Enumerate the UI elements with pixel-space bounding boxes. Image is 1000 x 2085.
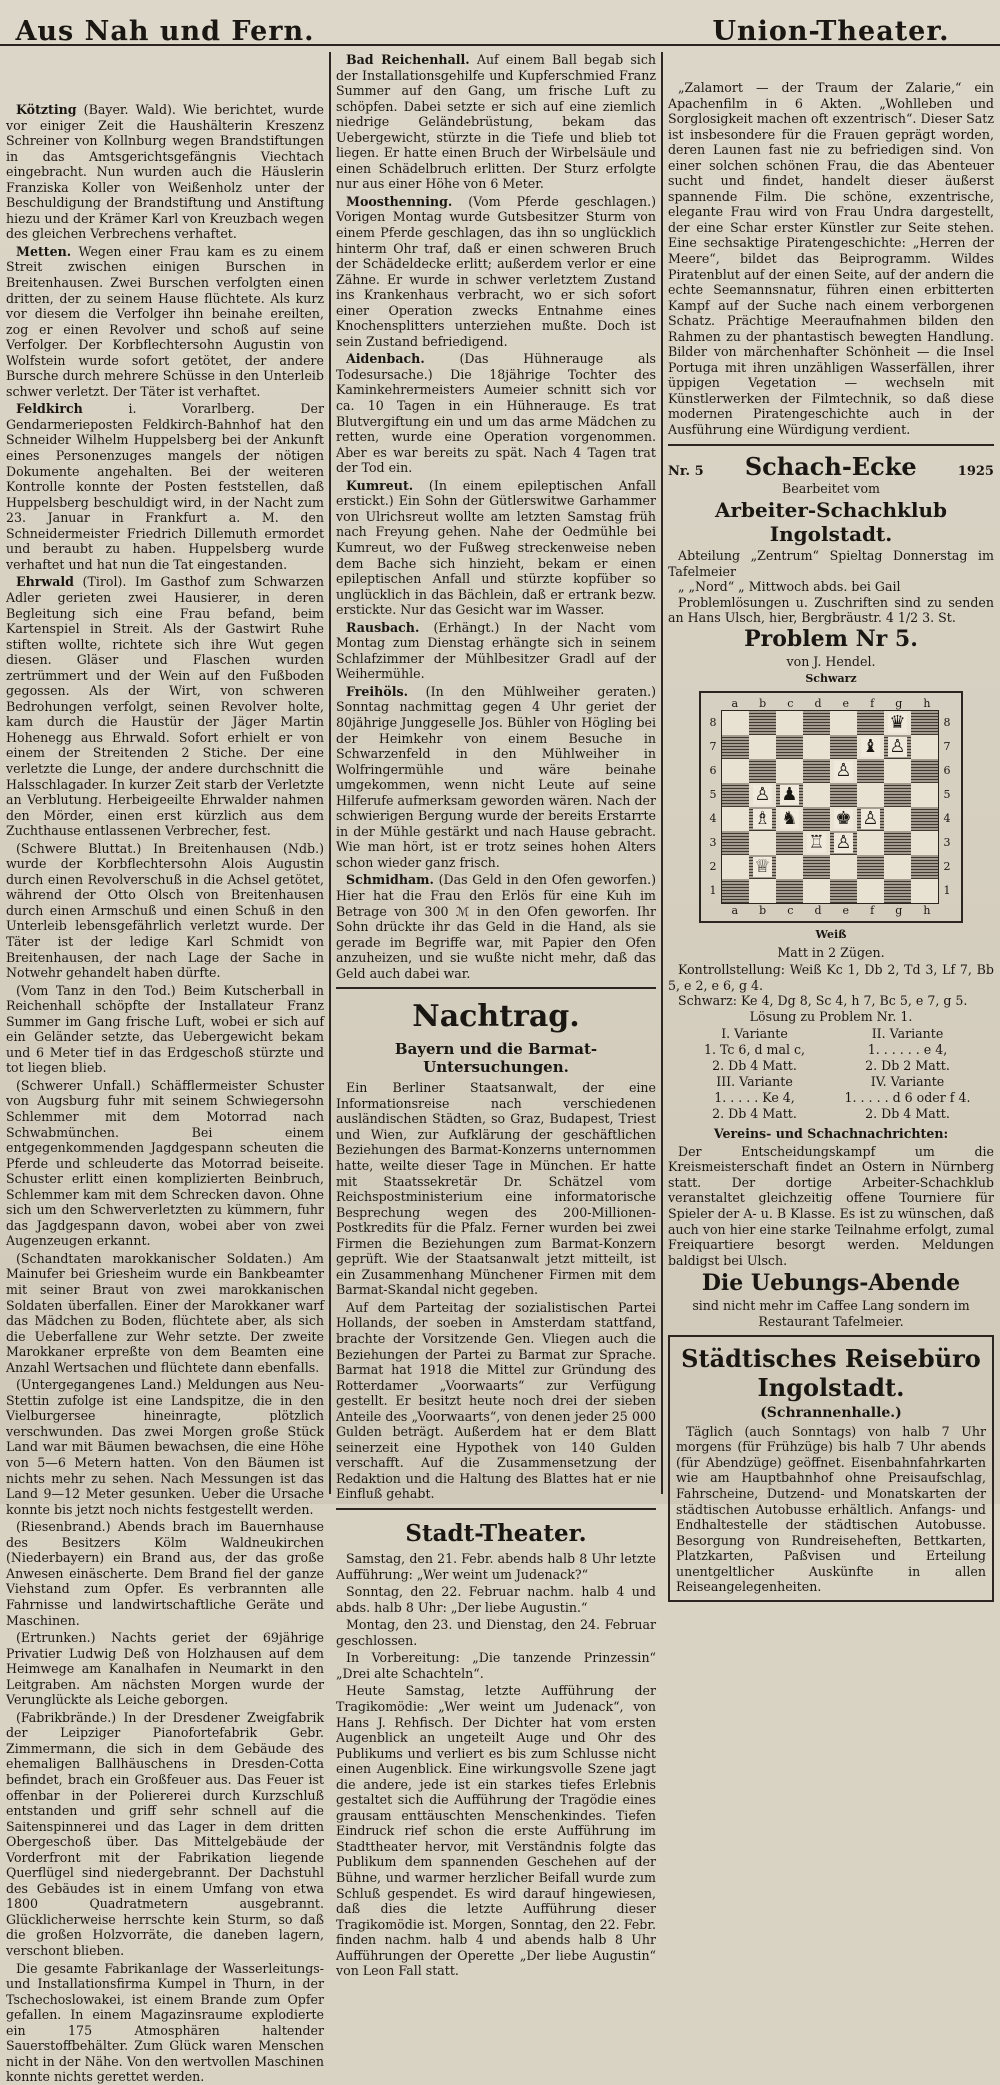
article-place: Metten. xyxy=(16,243,72,259)
article-text: (In den Mühlweiher geraten.) Sonntag nachmittag gegen 4 Uhr geriet der 80jährige Junggeselle Jos. Bühler von Högling bei der Heimkehr von einem Besuche in Schwarzenfeld in den Mühlweiher in Wolfringermühle und wäre beinahe umgekommen, wenn nicht Leute auf seine Hilferufe aufmerksam geworden wären. Nach der schwierigen Bergung wurde der bereits Erstarrte in der Mühle gestärkt und nach Hause gebracht. Wie man hört, ist er trotz seines hohen Alters schon wieder ganz frisch. xyxy=(336,683,656,870)
chess-year: 1925 xyxy=(957,463,994,479)
chess-variant-line: II. Variante xyxy=(871,1026,944,1042)
column-rule-2 xyxy=(661,52,663,1494)
article-paragraph xyxy=(6,1377,324,1517)
chess-square xyxy=(803,807,830,831)
chess-square xyxy=(830,783,857,807)
chess-piece-icon: ♙ xyxy=(754,783,771,805)
chess-square xyxy=(884,759,911,783)
union-theater-box xyxy=(668,80,994,438)
chess-rank-label: 5 xyxy=(709,787,717,801)
chess-ranks-left xyxy=(705,711,721,903)
article-paragraph xyxy=(6,841,324,981)
chess-control-black: Schwarz: Ke 4, Dg 8, Sc 4, h 7, Bc 5, e 7, g 5. xyxy=(678,993,968,1009)
chess-piece-icon: ♙ xyxy=(835,759,852,781)
chess-file-label: c xyxy=(787,696,794,710)
chess-line-1: Abteilung „Zentrum“ Spieltag Donnerstag im Tafelmeier xyxy=(668,548,994,579)
article-place: Ehrwald xyxy=(16,574,74,590)
chess-rank-label: 8 xyxy=(709,715,717,729)
article-paragraph xyxy=(6,244,324,399)
chess-square xyxy=(830,711,857,735)
stadt-theater-paragraph: Samstag, den 21. Febr. abends halb 8 Uhr letzte Aufführung: „Wer weint um Judenack?“ xyxy=(336,1551,656,1582)
chess-square xyxy=(857,879,884,903)
chess-rank-label: 1 xyxy=(709,883,717,897)
chess-square xyxy=(884,711,911,735)
article-text: i. Vorarlberg. Der Gendarmerieposten Feldkirch-Bahnhof hat den Schneider Wilhelm Huppelsberg bei der Ankunft eines Personenzuges mangels der nötigen Dokumente angehalten. Bei der weiteren Kontrolle konnte der Posten feststellen, daß Huppelsberg beschuldigt wird, in der Nacht zum 23. Januar in Frankfurt a. M. den Schneidermeister Friedrich Dillemuth ermordet und beraubt zu haben. Huppelsberg wurde verhaftet und hat nun die Tat eingestanden. xyxy=(6,401,324,572)
chess-square xyxy=(749,831,776,855)
chess-issue-number: Nr. 5 xyxy=(668,463,704,479)
chess-file-label: d xyxy=(814,903,822,917)
stadt-theater-paragraph: Sonntag, den 22. Februar nachm. halb 4 und abds. halb 8 Uhr: „Der liebe Augustin.“ xyxy=(336,1584,656,1615)
chess-square xyxy=(749,879,776,903)
chess-header xyxy=(668,452,994,481)
union-theater-text: „Zalamort — der Traum der Zalarie,“ ein Apachenfilm in 6 Akten. „Wohlleben und Sorglosigkeit machen oft exzentrisch“. Dieser Satz ist insbesondere für die Frauen geprägt worden, deren Launen fast nie zu befriedigen sind. Von einer solchen schönen Frau, die das Abenteuer sucht und findet, handelt dieser äußerst spannende Film. Die schöne, exzentrische, elegante Frau wird von Frau Undra dargestellt, der eine Schar erster Künstler zur Seite stehen. Eine sechsaktige Piratengeschichte: „Herren der Meere“, bildet das Beiprogramm. Wildes Piratenblut auf der einen Seite, auf der andern die echte Seemannsnatur, führen einen erbitterten Kampf auf der Suche nach einem verborgenen Schatz. Prächtige Meeraufnahmen bilden den Rahmen zu der phantastisch bewegten Handlung. Bilder von märchenhafter Schönheit — die Insel Portuga mit ihren unzähligen Wasserfällen, ihrer üppigen Vegetation — wechseln mit Künstlerwerken der Filmtechnik, so daß diese modernen Piratengeschichte auch in der Ausführung eine Würdigung verdient. xyxy=(668,80,994,438)
chess-square xyxy=(911,711,938,735)
chess-club: Arbeiter-Schachklub Ingolstadt. xyxy=(715,498,947,547)
article-paragraph xyxy=(336,351,656,475)
chess-board-body xyxy=(705,710,957,904)
chess-file-label: f xyxy=(870,903,875,917)
chess-square xyxy=(749,735,776,759)
chess-white-label: Weiß xyxy=(815,927,847,941)
stadt-theater-title: Stadt-Theater. xyxy=(405,1520,587,1548)
column-2 xyxy=(336,52,656,1979)
chess-square xyxy=(803,711,830,735)
chess-square xyxy=(776,735,803,759)
chess-black-label: Schwarz xyxy=(805,672,857,686)
chess-square xyxy=(776,831,803,855)
article-paragraph xyxy=(6,102,324,242)
article-text: (Das Geld in den Ofen geworfen.) Hier hat die Frau den Erlös für eine Kuh im Betrage von 300 ℳ in den Ofen geworfen. Ihr Sohn drückte ihr das Geld in die Hand, als sie gerade im Begriffe war, mit Papier den Ofen anzuheizen, und sie wußte nicht mehr, daß das Geld auch dabei war. xyxy=(336,872,656,981)
chess-file-label: g xyxy=(895,903,903,917)
chess-file-label: e xyxy=(842,903,850,917)
chess-square xyxy=(884,855,911,879)
chess-square xyxy=(911,735,938,759)
chess-piece-icon: ♝ xyxy=(862,735,879,757)
chess-square xyxy=(911,759,938,783)
chess-rank-label: 6 xyxy=(709,763,717,777)
stadt-theater-paragraph: Heute Samstag, letzte Aufführung der Tragikomödie: „Wer weint um Judenack“, von Hans J. Rehfisch. Der Dichter hat vom ersten Augenblick an ungeteilt Auge und Ohr des Publikums und verliert es bis zum Schlusse nicht einen Augenblick. Eine wirkungsvolle Szene jagt die andere, jede ist ein starkes tiefes Erlebnis gestaltet sich die Aufführung der Tragödie eines grausam enttäuschten Menschenkindes. Tiefen Eindruck rief schon die erste Aufführung im Stadttheater hervor, mit Verständnis folgte das Publikum dem spannenden Geschehen auf der Bühne, und warmer herzlicher Beifall wurde zum Schluß gespendet. Es wird darauf hingewiesen, daß dies die letzte Aufführung dieser Tragikomödie ist. Morgen, Sonntag, den 22. Febr. finden nachm. halb 4 und abends halb 8 Uhr Aufführungen der Operette „Der liebe Augustin“ von Leon Fall statt. xyxy=(336,1683,656,1979)
article-text: Auf einem Ball begab sich der Installationsgehilfe und Kupferschmied Franz Summer auf den Gang, um frische Luft zu schöpfen. Dabei setzte er sich auf eine ziemlich niedrige Geländebrüstung, bekam das Uebergewicht, stürzte in die Tiefe und blieb tot liegen. Er hatte einen Bruch der Wirbelsäule und einen Schädelbruch erlitten. Der Sturz erfolgte nur aus einer Höhe von 6 Meter. xyxy=(336,52,656,192)
article-text: (Bayer. Wald). Wie berichtet, wurde vor einiger Zeit die Haushälterin Kreszenz Schreiner von Kollnburg wegen Brandstiftungen in das Amtsgerichtsgefängnis Viechtach eingebracht. Nun wurden auch die Häuslerin Franziska Koller von Weißenholz unter der Beschuldigung der Brandstiftung und Anstiftung hiezu und der Krämer Karl von Kreuzbach wegen des gleichen Verbrechens verhaftet. xyxy=(6,102,324,242)
article-place: Aidenbach. xyxy=(346,351,425,367)
chess-variant-line: 2. Db 4 Matt. xyxy=(865,1106,950,1122)
chess-square xyxy=(803,783,830,807)
article-paragraph xyxy=(6,1961,324,2085)
chess-square xyxy=(749,807,776,831)
article-paragraph xyxy=(6,1630,324,1708)
chess-variant-line: 2. Db 2 Matt. xyxy=(865,1058,950,1074)
article-text: (Vom Pferde geschlagen.) Vorigen Montag wurde Gutsbesitzer Sturm von einem Pferde geschlagen, das ihn so unglücklich hinterm Ohr traf, daß er einen schweren Bruch der Schädeldecke erlitt; außerdem verlor er eine Zähne. Er wurde in schwer verletztem Zustand ins Krankenhaus verbracht, wo er sich sofort einer Operation zwecks Entnahme eines Knochensplitters unterziehen mußte. Doch ist sein Zustand befriedigend. xyxy=(336,193,656,349)
chess-square xyxy=(803,735,830,759)
chess-square xyxy=(749,711,776,735)
article-paragraph xyxy=(336,620,656,682)
chess-square xyxy=(749,759,776,783)
chess-square xyxy=(830,831,857,855)
chess-square xyxy=(722,735,749,759)
chess-square xyxy=(830,735,857,759)
article-text: (Ertrunken.) Nachts geriet der 69jährige Privatier Ludwig Deß von Holzhausen auf dem Heimwege am Kanalhafen in Neumarkt in den Leitgraben. Am nächsten Morgen wurde der Verunglückte als Leiche geborgen. xyxy=(6,1630,324,1708)
column-3 xyxy=(668,16,994,1595)
chess-square xyxy=(911,855,938,879)
chess-square xyxy=(830,807,857,831)
chess-rank-label: 5 xyxy=(943,787,951,801)
chess-rank-label: 1 xyxy=(943,883,951,897)
chess-variant-line: 1. . . . . . e 4, xyxy=(867,1042,948,1058)
chess-line-3: Problemlösungen u. Zuschriften sind zu senden an Hans Ulsch, hier, Bergbräustr. 4 1/2 3. St. xyxy=(668,594,994,626)
nachtrag-title: Nachtrag. xyxy=(412,999,580,1035)
chess-square xyxy=(911,831,938,855)
article-place: Schmidham. xyxy=(346,872,434,888)
article-paragraph xyxy=(336,684,656,871)
chess-square xyxy=(776,783,803,807)
chess-piece-icon: ♗ xyxy=(754,807,771,829)
chess-variant-line: 2. Db 4 Matt. xyxy=(712,1106,797,1122)
chess-piece-icon: ♖ xyxy=(808,831,825,853)
chess-edited-by: Bearbeitet vom xyxy=(782,480,880,496)
chess-square xyxy=(911,783,938,807)
chess-square xyxy=(830,879,857,903)
article-text: (Vom Tanz in den Tod.) Beim Kutscherball in Reichenhall schöpfte der Installateur Franz Summer im Gang frische Luft, wobei er sich auf ein Geländer setzte, das Uebergewicht bekam und 6 Meter tief in das Erdgeschoß stürzte und tot liegen blieb. xyxy=(6,982,324,1076)
chess-square xyxy=(911,807,938,831)
article-text: (Schandtaten marokkanischer Soldaten.) Am Mainufer bei Griesheim wurde ein Bankbeamter mit seiner Braut von zwei marokkanischen Soldaten überfallen. Einer der Marokkaner warf das Mädchen zu Boden, flüchtete aber, als sich die Ueberfallene zur Wehr setzte. Der zweite Marokkaner erpreßte von dem Beamten eine Anzahl Wertsachen und flüchtete dann ebenfalls. xyxy=(6,1250,324,1375)
chess-square xyxy=(722,807,749,831)
chess-file-label: g xyxy=(895,696,903,710)
chess-square xyxy=(884,807,911,831)
article-paragraph xyxy=(6,1710,324,1959)
chess-rank-label: 8 xyxy=(943,715,951,729)
col2-articles xyxy=(336,52,656,981)
col1-articles xyxy=(6,102,324,2085)
stadt-theater-paragraph: In Vorbereitung: „Die tanzende Prinzessin“ „Drei alte Schachteln“. xyxy=(336,1650,656,1681)
chess-variant-line: III. Variante xyxy=(716,1074,793,1090)
chess-square xyxy=(884,783,911,807)
chess-square xyxy=(722,783,749,807)
chess-rank-label: 2 xyxy=(943,859,951,873)
chess-file-label: c xyxy=(787,903,794,917)
uebung-title: Die Uebungs-Abende xyxy=(701,1270,961,1297)
article-paragraph xyxy=(6,983,324,1076)
chess-square xyxy=(857,711,884,735)
article-paragraph xyxy=(336,872,656,981)
section-title-aus-nah-und-fern: Aus Nah und Fern. xyxy=(15,16,315,47)
chess-piece-icon: ♚ xyxy=(835,807,852,829)
chess-square xyxy=(722,879,749,903)
article-place: Bad Reichenhall. xyxy=(346,52,470,67)
chess-file-label: a xyxy=(731,696,739,710)
chess-square xyxy=(857,807,884,831)
chess-rank-label: 4 xyxy=(943,811,951,825)
chess-square xyxy=(776,855,803,879)
chess-author: von J. Hendel. xyxy=(786,653,876,669)
chess-square xyxy=(749,783,776,807)
chess-piece-icon: ♙ xyxy=(862,807,879,829)
chess-square xyxy=(857,855,884,879)
chess-file-label: h xyxy=(923,903,931,917)
chess-square xyxy=(776,711,803,735)
article-text: (Schwere Bluttat.) In Breitenhausen (Ndb.) wurde der Korbflechtersohn Alois Augustin durch einen Revolverschuß in die Achsel getötet, während der Otto Olsch von Breitenhausen durch einen Armschuß und einen Schuß in den Unterleib lebensgefährlich verletzt wurde. Der Täter ist der ledige Karl Schmidt von Breitenhausen, der nach Lage der Sache in Notwehr gehandelt haben dürfte. xyxy=(6,840,324,981)
reisebuero-subtitle: (Schrannenhalle.) xyxy=(760,1405,902,1422)
chess-ranks-right xyxy=(939,711,955,903)
chess-rank-label: 2 xyxy=(709,859,717,873)
chess-news-head: Vereins- und Schachnachrichten: xyxy=(713,1126,949,1142)
article-text: (Schwerer Unfall.) Schäfflermeister Schuster von Augsburg fuhr mit seinem Schwiegersohn Schlemmer mit dem Motorrad nach Schwabmünchen. Bei einem entgegenkommenden Jagdgespann scheuten die Pferde und schleuderte das Motorrad beiseite. Schuster erlitt einen komplizierten Beinbruch, Schlemmer kam mit dem Schrecken davon. Ohne sich um den Schwerverletzten zu kümmern, fuhr das Jagdgespann davon, wobei aber von zwei Augenzeugen erkannt. xyxy=(6,1077,324,1249)
chess-square xyxy=(884,879,911,903)
article-text: (Das Hühnerauge als Todesursache.) Die 18jährige Tochter des Kaminkehrermeisters Aumeier schnitt sich vor ca. 10 Tagen in ein Hühnerauge. Es trat Blutvergiftung ein und um das arme Mädchen zu retten, wurde eine Operation vorgenommen. Aber es war bereits zu spät. Nach 4 Tagen trat der Tod ein. xyxy=(336,351,656,476)
chess-file-label: b xyxy=(759,696,767,710)
separator xyxy=(668,444,994,446)
nachtrag-subtitle: Bayern und die Barmat-Untersuchungen. xyxy=(394,1040,598,1077)
chess-square xyxy=(722,855,749,879)
union-theater-title: Union-Theater. xyxy=(712,16,950,47)
chess-square xyxy=(884,831,911,855)
chess-square xyxy=(830,759,857,783)
article-place: Feldkirch xyxy=(16,401,83,417)
article-text: (Erhängt.) In der Nacht vom Montag zum Dienstag erhängte sich in seinem Schlafzimmer der Mühlbesitzer Gradl auf der Weihermühle. xyxy=(336,619,656,682)
chess-square xyxy=(722,831,749,855)
article-place: Rausbach. xyxy=(346,619,420,635)
chess-square xyxy=(722,711,749,735)
nachtrag-paragraph: Ein Berliner Staatsanwalt, der eine Informationsreise nach verschiedenen ausländischen Städten, so Graz, Budapest, Triest und Wien, zur Aufklärung der geschäftlichen Beziehungen des Barmat-Konzerns unternommen hatte, weilte dieser Tage in München. Er hatte mit Staatssekretär Dr. Schätzel vom Reichspostministerium eine informatorische Besprechung wegen des 200-Millionen-Postkredits für die Pfalz. Ferner wurden bei zwei Firmen die Beziehungen zum Barmat-Konzern geprüft. Wie der Staatsanwalt jetzt mitteilt, ist ein Zusammenhang Münchener Firmen mit dem Barmat-Skandal nicht gegeben. xyxy=(336,1080,656,1298)
stadt-theater-paragraph: Montag, den 23. und Dienstag, den 24. Februar geschlossen. xyxy=(336,1617,656,1648)
article-paragraph xyxy=(336,52,656,192)
chess-variant-line: 2. Db 4 Matt. xyxy=(712,1058,797,1074)
chess-file-label: b xyxy=(759,903,767,917)
article-paragraph xyxy=(6,1519,324,1628)
chess-square xyxy=(722,759,749,783)
nachtrag-paragraph: Auf dem Parteitag der sozialistischen Partei Hollands, der soeben in Amsterdam stattfand, brachte der Vorsitzende Gen. Vliegen auch die Beziehungen der Partei zu Barmat zur Sprache. Barmat hat 1918 die Mittel zur Gründung des Rotterdamer „Voorwaarts“ zur Verfügung gestellt. Er besitzt heute noch drei der sieben Anteile des „Voorwaarts“, von denen jeder 25 000 Gulden beträgt. Außerdem hat er dem Blatt seinerzeit eine Hypothek von 140 Gulden verschafft. Auf die Zusammensetzung der Redaktion und die Haltung des Blattes hat er nie Einfluß gehabt. xyxy=(336,1299,656,1502)
article-paragraph xyxy=(6,401,324,572)
chess-square xyxy=(857,759,884,783)
column-rule-1 xyxy=(329,52,331,1494)
chess-square xyxy=(857,735,884,759)
chess-solution-head: Lösung zu Problem Nr. 1. xyxy=(749,1008,913,1024)
article-paragraph xyxy=(6,1078,324,1249)
chess-rank-label: 7 xyxy=(943,739,951,753)
article-paragraph xyxy=(336,194,656,349)
article-text: Die gesamte Fabrikanlage der Wasserleitungs- und Installationsfirma Kumpel in Thurn, in der Tschechoslowakei, ist einem Brande zum Opfer gefallen. In einem Magazinsraume explodierte ein 175 Atmosphären haltender Sauerstoffbehälter. Zum Glück waren Menschen nicht in der Nähe. Von den wertvollen Maschinen konnte nichts gerettet werden. xyxy=(6,1960,324,2085)
chess-square xyxy=(884,735,911,759)
article-text: (In einem epileptischen Anfall erstickt.) Ein Sohn der Gütlerswitwe Garhammer von Ulrichsreut wollte am letzten Samstag früh nach Freyung gehen. Nahe der Oedmühle bei Kumreut, wo der Fußweg streckenweise neben dem Bache sich hinzieht, bekam er einen epileptischen Anfall und stürzte kopfüber so unglücklich in das Bächlein, daß er ertrank bezw. erstickte. Nur das Gesicht war im Wasser. xyxy=(336,477,656,618)
chess-square xyxy=(803,831,830,855)
chess-board-rows xyxy=(705,710,957,904)
chess-rank-label: 3 xyxy=(943,835,951,849)
article-text: (Untergegangenes Land.) Meldungen aus Neu-Stettin zufolge ist eine Landspitze, die in den Vielburgersee hineinragte, plötzlich verschwunden. Das zwei Morgen große Stück Land war mit Bäumen bewachsen, die eine Höhe von 5—6 Metern hatten. Von den Bäumen ist nichts mehr zu sehen. Nach Messungen ist das Land 9—12 Meter gesunken. Ueber die Ursache konnte bis jetzt noch nichts festgestellt werden. xyxy=(6,1377,324,1517)
separator xyxy=(336,987,656,989)
chess-board xyxy=(699,691,963,923)
chess-squares xyxy=(721,710,939,904)
article-paragraph xyxy=(336,478,656,618)
chess-square xyxy=(911,879,938,903)
chess-file-label: h xyxy=(923,696,931,710)
chess-control-white: Kontrollstellung: Weiß Kc 1, Db 2, Td 3, Lf 7, Bb 5, e 2, e 6, g 4. xyxy=(668,962,994,993)
chess-file-label: e xyxy=(842,696,850,710)
chess-file-label: a xyxy=(731,903,739,917)
chess-line-2: „ „Nord“ „ Mittwoch abds. bei Gail xyxy=(678,579,901,595)
chess-piece-icon: ♙ xyxy=(889,735,906,757)
article-place: Kötzting xyxy=(16,102,77,117)
chess-file-label: f xyxy=(870,696,875,710)
reisebuero-title: Städtisches Reisebüro Ingolstadt. xyxy=(681,1344,981,1403)
chess-section xyxy=(668,452,994,1330)
article-text: (Riesenbrand.) Abends brach im Bauernhause des Besitzers Kölm Waldneukirchen (Niederbayern) ein Brand aus, der das große Anwesen einäscherte. Dem Brand fiel der ganze Viehstand zum Opfer. Es verbrannten alle Fahrnisse und landwirtschaftliche Geräte und Maschinen. xyxy=(6,1519,324,1628)
chess-square xyxy=(857,783,884,807)
chess-square xyxy=(830,855,857,879)
column-1 xyxy=(6,16,324,2085)
chess-problem-title: Problem Nr 5. xyxy=(744,625,918,652)
chess-piece-icon: ♕ xyxy=(754,855,771,877)
chess-variant-line: I. Variante xyxy=(721,1026,788,1042)
chess-square xyxy=(803,879,830,903)
article-place: Freihöls. xyxy=(346,683,408,699)
chess-square xyxy=(857,831,884,855)
chess-rank-label: 6 xyxy=(943,763,951,777)
chess-square xyxy=(803,759,830,783)
nachtrag-articles xyxy=(336,1080,656,1502)
chess-piece-icon: ♞ xyxy=(781,807,798,829)
chess-square xyxy=(776,879,803,903)
stadt-theater-text xyxy=(336,1551,656,1979)
chess-variants xyxy=(668,1026,994,1122)
article-paragraph xyxy=(6,1251,324,1375)
chess-title: Schach-Ecke xyxy=(744,451,917,481)
chess-file-label: d xyxy=(814,696,822,710)
chess-news-text: Der Entscheidungskampf um die Kreismeisterschaft findet an Ostern in Nürnberg statt. Der dortige Arbeiter-Schachklub veranstaltet gleichzeitig offene Tourniere für Spieler der A- u. B Klasse. Es ist zu wünschen, daß auch von hier eine starke Teilnahme erfolgt, zumal Freiquartiere besorgt werden. Meldungen baldigst bei Ulsch. xyxy=(668,1143,994,1268)
chess-rank-label: 4 xyxy=(709,811,717,825)
chess-rank-label: 7 xyxy=(709,739,717,753)
article-text: Wegen einer Frau kam es zu einem Streit zwischen einigen Burschen in Breitenhausen. Zwei Burschen verfolgten einen dritten, der zu seinem Hause flüchtete. Als kurz vor diesem die Verfolger ihn beinahe ereilten, zog er einen Revolver und schoß auf seine Verfolger. Der Korbflechtersohn Augustin von Wolfstein wurde sofort getötet, der andere Bursche durch mehrere Schüsse in den Unterleib schwer verletzt. Der Täter ist verhaftet. xyxy=(6,243,324,399)
chess-square xyxy=(803,855,830,879)
chess-files-top xyxy=(705,697,957,710)
reisebuero-box xyxy=(668,1335,994,1602)
article-paragraph xyxy=(6,574,324,838)
chess-rank-label: 3 xyxy=(709,835,717,849)
chess-square xyxy=(776,807,803,831)
chess-piece-icon: ♙ xyxy=(835,831,852,853)
chess-variant-line: IV. Variante xyxy=(870,1074,945,1090)
chess-files-bottom xyxy=(705,904,957,917)
chess-piece-icon: ♛ xyxy=(889,711,906,733)
chess-square xyxy=(776,759,803,783)
article-text: (Tirol). Im Gasthof zum Schwarzen Adler gerieten zwei Hausierer, in deren Begleitung sich eine Frau befand, beim Kartenspiel in Streit. Als der Gastwirt Ruhe stiften wollte, richtete sich ihre Wut gegen diesen. Gläser und Flaschen wurden zertrümmert und der Wein auf den Fußboden gegossen. Als der Wirt, von schweren Bedrohungen verfolgt, seinen Revolver holte, kam durch die Haustür der Jäger Martin Hohenegg aus Ehrwald. Sofort erhielt er von einem der Streitenden 2 Stiche. Der eine verletzte die Lunge, der andere durchschnitt die Halsschlagader. In kurzer Zeit starb der Verletzte an Verblutung. Herbeigeeilte Ehrwalder nahmen den Mörder, einen erst kürzlich aus dem Zuchthause entlassenen Verbrecher, fest. xyxy=(6,574,324,839)
article-place: Moosthenning. xyxy=(346,193,453,209)
chess-square xyxy=(749,855,776,879)
article-place: Kumreut. xyxy=(346,477,414,493)
reisebuero-text: Täglich (auch Sonntags) von halb 7 Uhr morgens (für Frühzüge) bis halb 7 Uhr abends (für Abendzüge) geöffnet. Eisenbahnfahrkarten wie am Hauptbahnhof ohne Preisaufschlag, Fahrscheine, Dutzend- und Monatskarten der städtischen Autobusse erhältlich. Anfangs- und Endhaltestelle der städtischen Autobusse. Besorgung von Rundreiseheften, Bettkarten, Platzkarten, Paßvisen und Erteilung unentgeltlicher Auskünfte in allen Reiseangelegenheiten. xyxy=(676,1423,986,1595)
chess-variant-line: 1. Tc 6, d mal c, xyxy=(703,1042,806,1058)
chess-variant-line: 1. . . . . Ke 4, xyxy=(714,1090,795,1106)
chess-piece-icon: ♟ xyxy=(781,783,798,805)
chess-task: Matt in 2 Zügen. xyxy=(777,944,885,960)
article-text: (Fabrikbrände.) In der Dresdener Zweigfabrik der Leipziger Pianofortefabrik Gebr. Zimmermann, die sich in dem Gebäude des ehemaligen Ballhäuschens in Dresden-Cotta befindet, brach ein Großfeuer aus. Das Feuer ist offenbar in der Poliererei durch Kurzschluß entstanden und griff sehr schnell auf die Saitenspinnerei und das Lager in dem dritten Obergeschoß über. Das Mittelgebäude der Vorderfront mit der Fabrikation liegende Querflügel sind niedergebrannt. Der Dachstuhl des Gebäudes ist in einem Umfang von etwa 1800 Quadratmetern ausgebrannt. Glücklicherweise herrschte kein Sturm, so daß die großen Holzvorräte, die daneben lagern, verschont blieben. xyxy=(6,1709,324,1958)
chess-variant-line: 1. . . . . d 6 oder f 4. xyxy=(844,1090,971,1106)
separator xyxy=(336,1508,656,1510)
uebung-text: sind nicht mehr im Caffee Lang sondern im Restaurant Tafelmeier. xyxy=(692,1298,970,1329)
